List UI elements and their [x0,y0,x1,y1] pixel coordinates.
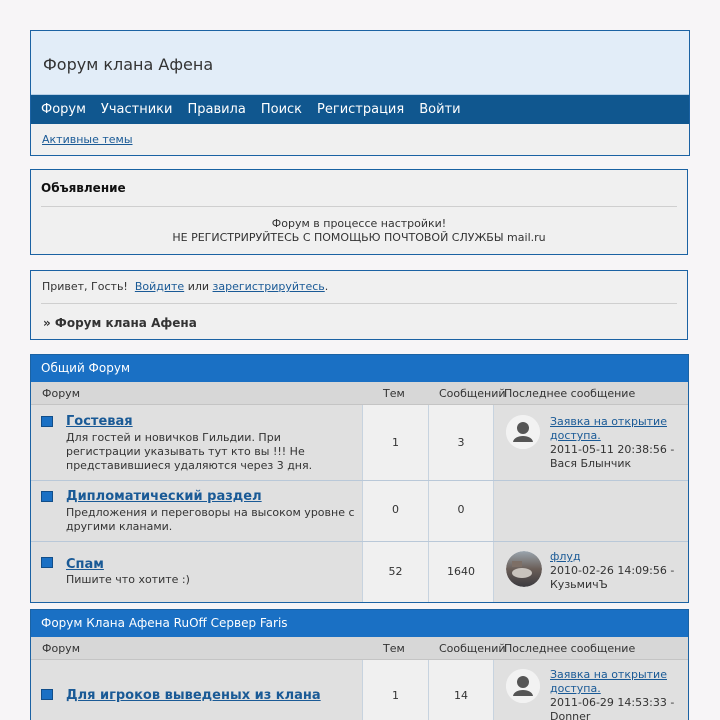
forum-description: Пишите что хотите :) [66,573,190,586]
last-post-meta: 2011-06-29 14:53:33 - Donner [550,696,675,720]
forum-icon [41,416,53,427]
period-text: . [324,280,329,293]
topics-count: 0 [392,503,399,516]
welcome-box [30,270,688,340]
nav-forum[interactable]: Форум [41,102,86,117]
column-headers [31,637,688,660]
topics-cell [362,405,428,480]
col-last: Последнее сообщение [504,387,636,400]
last-post-meta: 2010-02-26 14:09:56 - КузьмичЪ [550,564,675,591]
category-general [30,354,689,603]
welcome-line [42,280,328,293]
col-posts: Сообщений [439,387,506,400]
posts-count: 1640 [447,565,475,578]
forum-icon [41,689,53,700]
forum-row [31,542,688,602]
nav-members[interactable]: Участники [100,102,173,117]
last-post-cell [493,542,688,602]
last-post-link[interactable]: Заявка на открытие доступа. [550,415,667,442]
user-avatar-icon[interactable] [506,551,542,587]
col-topics: Тем [383,387,405,400]
posts-count: 3 [457,436,465,449]
posts-cell [428,481,493,541]
col-forum: Форум [42,642,80,655]
posts-cell [428,405,493,480]
category-title[interactable]: Форум Клана Афена RuOff Сервер Faris [31,610,688,637]
col-topics: Тем [383,642,405,655]
col-forum: Форум [42,387,80,400]
forum-cell [31,481,361,541]
forum-cell [31,542,361,602]
site-title[interactable]: Форум клана Афена [43,55,214,74]
site-header [30,30,690,156]
nav-search[interactable]: Поиск [260,102,303,117]
greeting-text: Привет, Гость! [42,280,128,293]
forum-row [31,481,688,542]
topics-cell [362,542,428,602]
breadcrumb[interactable]: » Форум клана Афена [43,316,197,330]
forum-title[interactable]: Для игроков выведеных из клана [66,688,321,703]
register-link[interactable]: зарегистрируйтесь [212,280,325,293]
posts-cell [428,542,493,602]
posts-count: 0 [457,503,465,516]
announcement-title: Объявление [41,181,126,195]
active-topics-link[interactable]: Активные темы [42,133,133,146]
last-post-link[interactable]: Заявка на открытие доступа. [550,668,667,695]
last-post-link[interactable]: флуд [550,550,581,563]
forum-icon [41,491,53,502]
forum-cell [31,405,361,480]
announcement-text-2: НЕ РЕГИСТРИРУЙТЕСЬ С ПОМОЩЬЮ ПОЧТОВОЙ СЛУЖБЫ mail.ru [172,231,546,244]
posts-count: 14 [454,689,468,702]
nav-login[interactable]: Войти [419,102,461,117]
announcement-box [30,169,688,255]
forum-title[interactable]: Спам [66,557,104,572]
col-last: Последнее сообщение [504,642,636,655]
main-nav [31,95,689,124]
announcement-text-1: Форум в процессе настройки! [271,217,447,230]
forum-description: Для гостей и новичков Гильдии. При регистрации указывать тут кто вы !!! Не представившиеся удаляются через 3 дня. [66,431,313,472]
column-headers [31,382,688,405]
nav-rules[interactable]: Правила [187,102,246,117]
forum-row [31,660,688,720]
forum-cell [31,660,361,720]
forum-title[interactable]: Гостевая [66,414,133,429]
brand-area [31,31,689,95]
forum-icon [41,557,53,568]
topics-count: 1 [392,436,399,449]
topics-cell [362,481,428,541]
topics-cell [362,660,428,720]
forum-row [31,405,688,481]
default-avatar-icon[interactable] [506,669,540,703]
category-faris [30,609,689,720]
topics-count: 52 [388,565,403,578]
last-post-cell [493,660,688,720]
col-posts: Сообщений [439,642,506,655]
divider [41,303,677,304]
forum-description: Предложения и переговоры на высоком уровне с другими кланами. [66,506,355,533]
or-text: или [187,280,210,293]
last-post-cell [493,481,688,541]
category-title[interactable]: Общий Форум [31,355,688,382]
last-post-meta: 2011-05-11 20:38:56 - Вася Блынчик [550,443,675,470]
nav-register[interactable]: Регистрация [317,102,405,117]
topics-count: 1 [392,689,399,702]
posts-cell [428,660,493,720]
login-link[interactable]: Войдите [134,280,185,293]
default-avatar-icon[interactable] [506,415,540,449]
forum-title[interactable]: Дипломатический раздел [66,489,262,504]
divider [41,206,677,207]
last-post-cell [493,405,688,480]
